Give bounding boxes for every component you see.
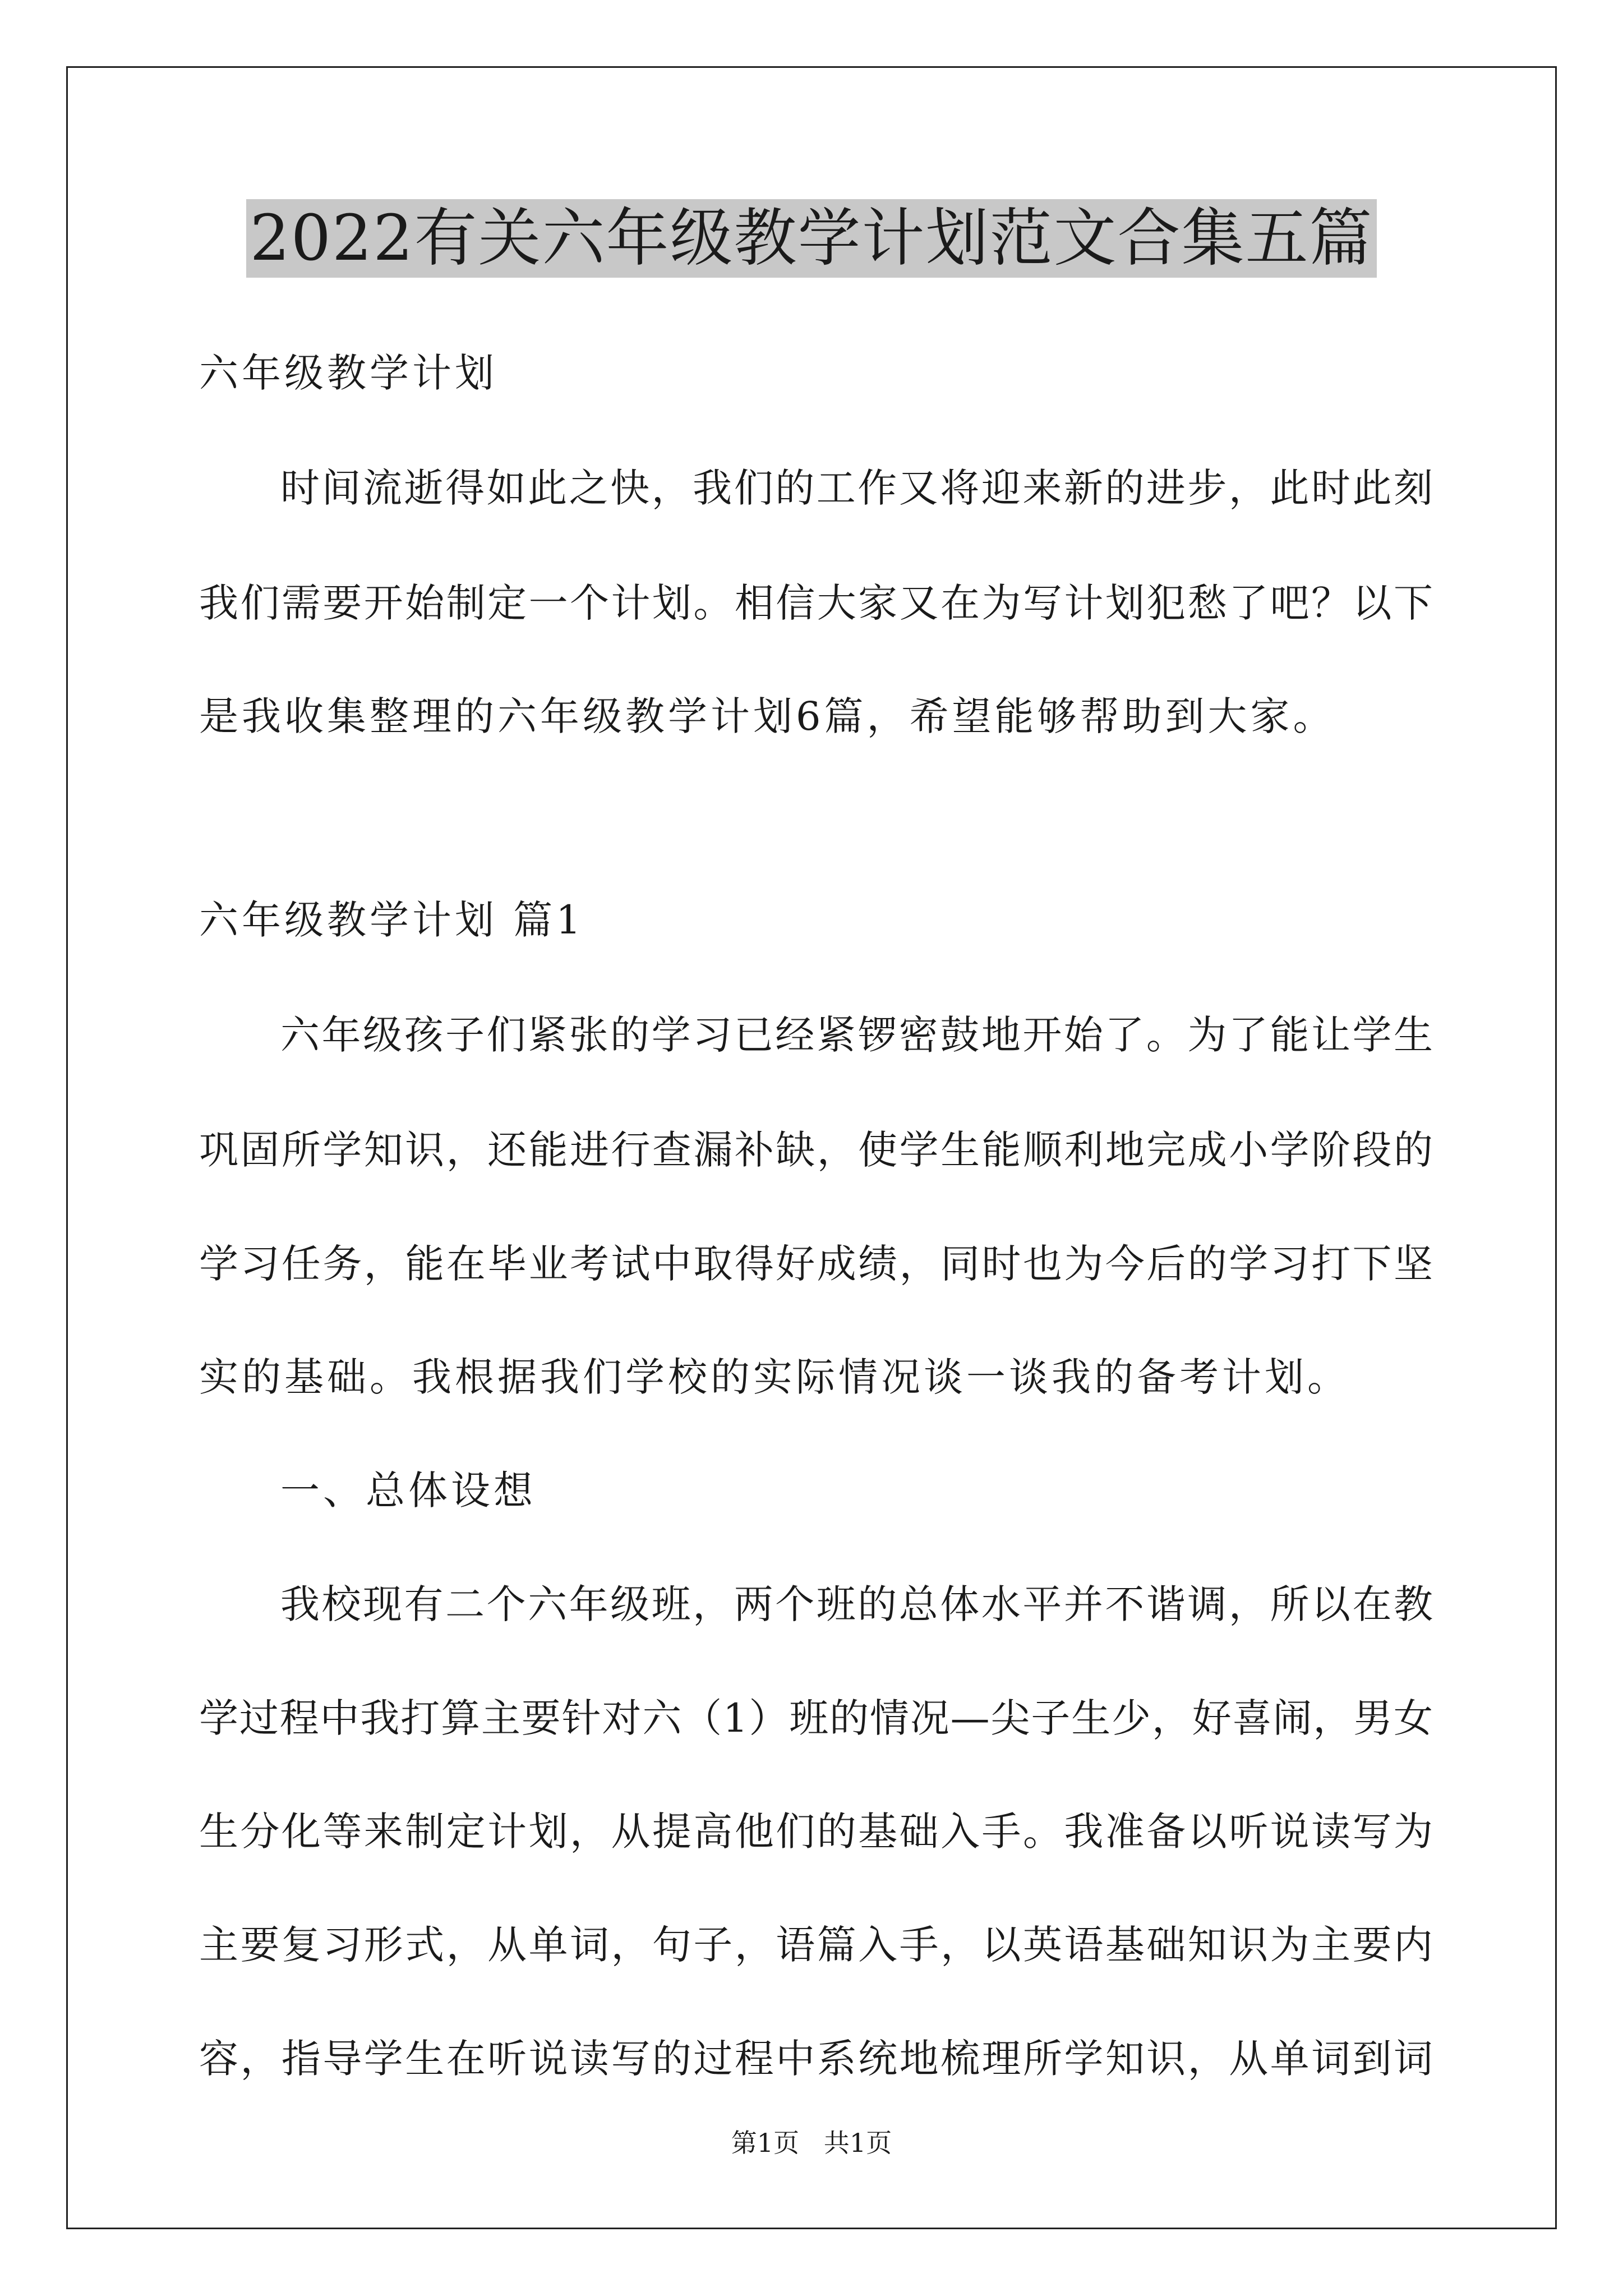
subsection-heading: 一、总体设想 bbox=[280, 1467, 536, 1513]
paragraph-line: 实的基础。我根据我们学校的实际情况谈一谈我的备考计划。 bbox=[199, 1354, 1350, 1400]
paragraph-line: 容，指导学生在听说读写的过程中系统地梳理所学知识，从单词到词 bbox=[199, 2036, 1433, 2082]
paragraph-line: 学习任务，能在毕业考试中取得好成绩，同时也为今后的学习打下坚 bbox=[199, 1241, 1433, 1287]
paragraph-line: 学过程中我打算主要针对六（1）班的情况—尖子生少，好喜闹，男女 bbox=[199, 1695, 1433, 1741]
paragraph-line: 主要复习形式，从单词，句子，语篇入手，以英语基础知识为主要内 bbox=[199, 1922, 1433, 1968]
document-title: 2022有关六年级教学计划范文合集五篇 bbox=[246, 199, 1376, 278]
paragraph-line: 巩固所学知识，还能进行查漏补缺，使学生能顺利地完成小学阶段的 bbox=[199, 1127, 1433, 1173]
section-heading: 六年级教学计划 篇1 bbox=[199, 897, 584, 943]
page-footer: 第1页 共1页 bbox=[731, 2128, 892, 2158]
paragraph-line: 时间流逝得如此之快，我们的工作又将迎来新的进步，此时此刻 bbox=[280, 465, 1433, 511]
paragraph-line: 生分化等来制定计划，从提高他们的基础入手。我准备以听说读写为 bbox=[199, 1809, 1433, 1855]
title-container bbox=[0, 199, 1623, 278]
section-heading: 六年级教学计划 bbox=[199, 350, 497, 396]
paragraph-line: 是我收集整理的六年级教学计划6篇，希望能够帮助到大家。 bbox=[199, 693, 1336, 739]
paragraph-line: 我校现有二个六年级班，两个班的总体水平并不谐调，所以在教 bbox=[280, 1581, 1433, 1627]
paragraph-line: 六年级孩子们紧张的学习已经紧锣密鼓地开始了。为了能让学生 bbox=[280, 1012, 1433, 1058]
paragraph-line: 我们需要开始制定一个计划。相信大家又在为写计划犯愁了吧？以下 bbox=[199, 580, 1433, 626]
